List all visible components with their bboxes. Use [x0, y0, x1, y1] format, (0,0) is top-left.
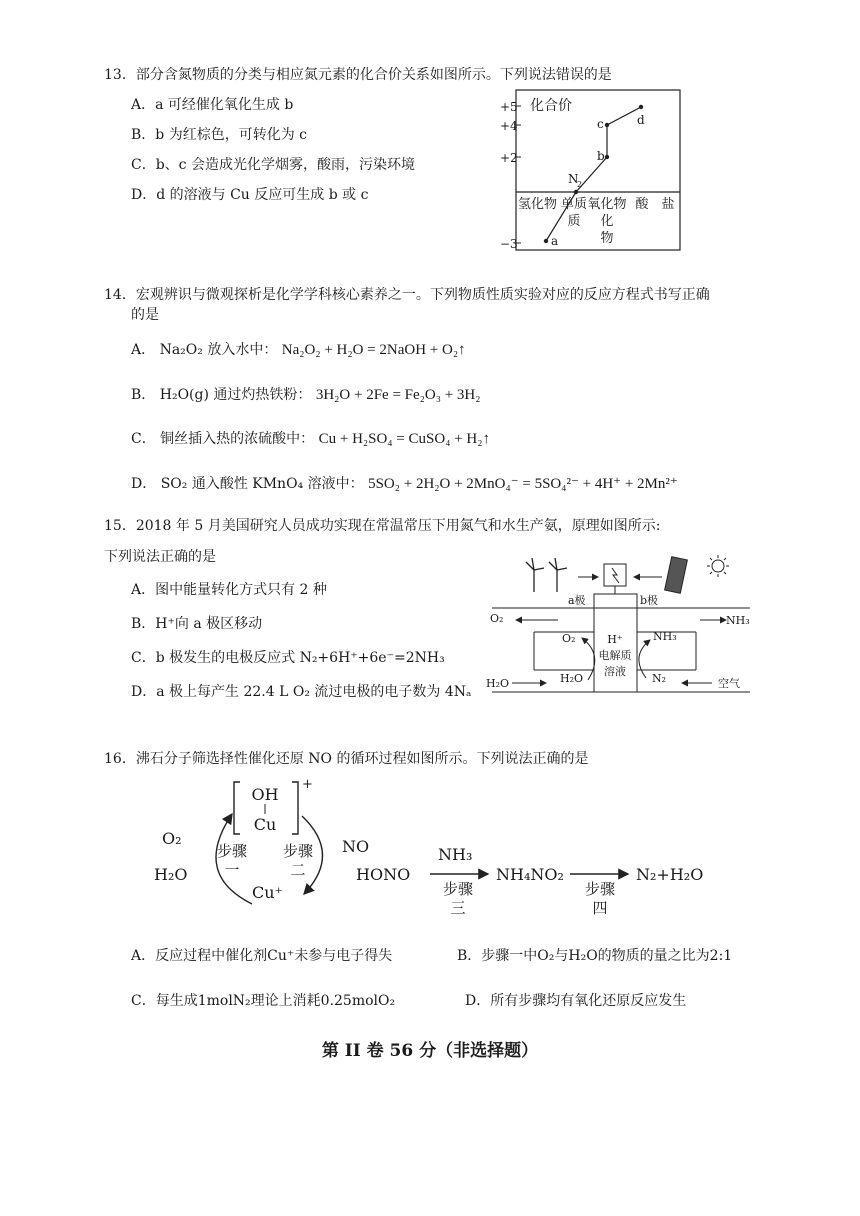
- bracket-left: [234, 782, 240, 834]
- q16-option-c: C．每生成1molN₂理论上消耗0.25molO₂: [131, 993, 396, 1009]
- q13-option-b: B．b 为红棕色，可转化为 c: [131, 127, 307, 143]
- q16-option-b: B．步骤一中O₂与H₂O的物质的量之比为2:1: [457, 948, 733, 964]
- q13-valence-figure: [496, 88, 686, 256]
- q15-option-d: D．a 极上每产生 22.4 L O₂ 流过电极的电子数为 4Nₐ: [131, 684, 472, 700]
- option-equation: 3H₂O + 2Fe = Fe₂O₃ + 3H₂: [315, 387, 481, 403]
- q15-stem-line1: 15．2018 年 5 月美国研究人员成功实现在常温常压下用氮气和水生产氨，原理如图所示:: [104, 518, 661, 534]
- electrode-a-label: a极: [568, 594, 586, 607]
- sun-icon: [707, 555, 729, 577]
- o2-inner-label: O₂: [562, 632, 576, 645]
- section-title: 第 II 卷 56 分（非选择题）: [321, 1041, 539, 1061]
- category-oxide-2: 化: [600, 214, 614, 229]
- point-n2: [574, 190, 578, 194]
- y-tick-plus4: +4: [500, 119, 518, 133]
- h2o-inner-label: H₂O: [560, 672, 584, 685]
- complex-cu: Cu: [253, 815, 277, 834]
- electrode-b-label: b极: [640, 594, 659, 607]
- catalyst-cu-plus: Cu⁺: [252, 883, 283, 902]
- step1-label-a: 步骤: [216, 842, 248, 860]
- lightning-icon: [612, 568, 619, 583]
- h-ion-label: H⁺: [607, 633, 623, 646]
- option-desc: 铜丝插入热的浓硫酸中：: [160, 431, 315, 447]
- reagent-nh3: NH₃: [438, 845, 473, 864]
- reactant-no: NO: [342, 837, 370, 856]
- option-letter: D．: [131, 476, 157, 492]
- y-tick-plus2: +2: [500, 151, 518, 165]
- nh3-inner-label: NH₃: [653, 630, 677, 643]
- product-nh4no2: NH₄NO₂: [496, 865, 564, 884]
- step3-label-a: 步骤: [442, 880, 474, 898]
- q16-option-a: A．反应过程中催化剂Cu⁺未参与电子得失: [131, 948, 393, 964]
- option-letter: B．: [131, 387, 156, 403]
- category-oxide-1: 氧化物: [587, 197, 627, 212]
- step2-label-b: 二: [290, 861, 306, 879]
- q15-ammonia-cell-figure: [482, 550, 758, 708]
- step1-label-b: 一: [224, 861, 240, 879]
- wind-turbine-icon: [526, 558, 567, 592]
- q14-option-b: [131, 386, 480, 404]
- category-salt: 盐: [661, 197, 675, 212]
- nh3-out-label: NH₃: [726, 614, 750, 627]
- h2o-in-label: H₂O: [486, 677, 510, 690]
- q13-option-d: D．d 的溶液与 Cu 反应可生成 b 或 c: [131, 187, 369, 203]
- q14-stem-line1: 14．宏观辨识与微观探析是化学学科核心素养之一。下列物质性质实验对应的反应方程式书写正确: [104, 287, 710, 303]
- q14-option-a: [131, 341, 466, 359]
- point-c: [605, 123, 609, 127]
- option-equation: Cu + H₂SO₄ = CuSO₄ + H₂↑: [318, 431, 490, 447]
- complex-oh: OH: [251, 785, 279, 804]
- q15-option-a: A．图中能量转化方式只有 2 种: [131, 582, 327, 598]
- point-b: [605, 155, 609, 159]
- category-hydride: 氢化物: [518, 197, 558, 212]
- q13-stem: 13．部分含氮物质的分类与相应氮元素的化合价关系如图所示。下列说法错误的是: [104, 67, 612, 83]
- q16-option-d: D．所有步骤均有氧化还原反应发生: [465, 993, 687, 1009]
- category-element-2: 质: [567, 214, 581, 229]
- label-a: a: [551, 234, 559, 248]
- label-b: b: [597, 149, 605, 163]
- category-oxide-3: 物: [600, 231, 614, 246]
- step4-label-a: 步骤: [584, 880, 616, 898]
- q16-catalytic-cycle-figure: [140, 776, 720, 926]
- step2-label-a: 步骤: [282, 842, 314, 860]
- figure-frame: [516, 90, 680, 250]
- n2-inner-label: N₂: [652, 672, 667, 685]
- option-equation: Na₂O₂ + H₂O = 2NaOH + O₂↑: [281, 342, 466, 358]
- category-element-1: 单质: [560, 197, 588, 212]
- product-hono: HONO: [356, 865, 411, 884]
- y-tick-minus3: −3: [500, 237, 518, 251]
- electrolyte-label-1: 电解质: [598, 649, 632, 662]
- label-d: d: [637, 113, 645, 127]
- wire: [594, 594, 637, 608]
- q16-stem: 16．沸石分子筛选择性催化还原 NO 的循环过程如图所示。下列说法正确的是: [104, 751, 589, 767]
- figure-title: 化合价: [530, 98, 572, 114]
- reactant-o2: O₂: [162, 829, 182, 848]
- option-letter: C．: [131, 431, 156, 447]
- bracket-right: [292, 782, 298, 834]
- arrow-n2-to-nh3: [639, 640, 650, 678]
- solar-panel-icon: [665, 557, 688, 594]
- complex-charge: +: [302, 777, 313, 792]
- arrow-h2o-to-o2: [582, 638, 595, 680]
- air-label: 空气: [718, 677, 740, 690]
- option-desc: SO₂ 通入酸性 KMnO₄ 溶液中：: [160, 476, 364, 492]
- label-n2: N: [568, 172, 579, 186]
- option-desc: Na₂O₂ 放入水中：: [159, 342, 278, 358]
- category-acid: 酸: [635, 197, 649, 212]
- q14-option-d: [131, 475, 678, 493]
- label-c: c: [597, 117, 604, 131]
- y-tick-plus5: +5: [500, 100, 518, 114]
- q14-option-c: [131, 430, 490, 448]
- valence-line: [546, 107, 641, 241]
- option-desc: H₂O(g) 通过灼热铁粉：: [159, 387, 312, 403]
- q13-option-a: A．a 可经催化氧化生成 b: [131, 97, 294, 113]
- step3-label-b: 三: [450, 899, 466, 917]
- reactant-h2o: H₂O: [154, 865, 188, 884]
- o2-out-label: O₂: [490, 612, 504, 625]
- q15-option-c: C．b 极发生的电极反应式 N₂+6H⁺+6e⁻=2NH₃: [131, 650, 445, 666]
- point-d: [639, 105, 643, 109]
- electrolyte-label-2: 溶液: [604, 665, 626, 678]
- q15-stem-line2: 下列说法正确的是: [104, 549, 216, 565]
- q15-option-b: B．H⁺向 a 极区移动: [131, 616, 263, 632]
- final-products: N₂+H₂O: [636, 865, 704, 884]
- q13-option-c: C．b、c 会造成光化学烟雾，酸雨，污染环境: [131, 157, 415, 173]
- q14-stem-line2: 的是: [131, 307, 159, 323]
- option-equation: 5SO₂ + 2H₂O + 2MnO₄⁻ = 5SO₄²⁻ + 4H⁺ + 2Mn²⁺: [368, 476, 678, 492]
- step4-label-b: 四: [592, 899, 608, 917]
- option-letter: A．: [131, 342, 156, 358]
- label-n2-sub: 2: [577, 180, 583, 189]
- point-a: [544, 239, 548, 243]
